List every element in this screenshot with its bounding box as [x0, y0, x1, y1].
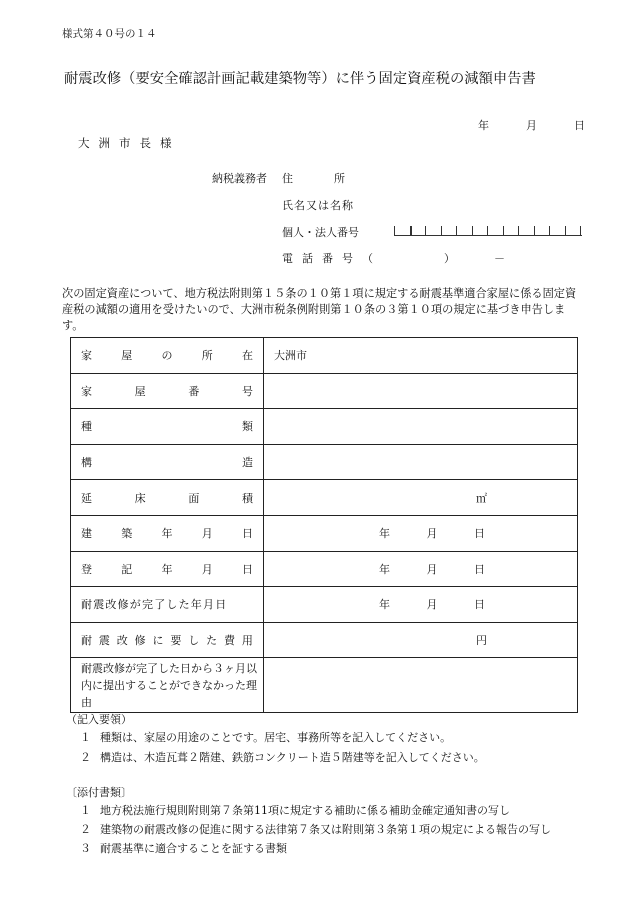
location-value[interactable]: 大洲市: [264, 338, 578, 374]
label-char: 日: [242, 527, 253, 541]
house-number-label: [71, 373, 264, 409]
number-box-divider: [456, 226, 457, 235]
table-row: [71, 480, 578, 516]
date-line: [478, 117, 585, 133]
taxpayer-phone-label: 電話番号（: [282, 252, 382, 265]
label-char: 床: [134, 491, 146, 505]
number-box-divider: [503, 226, 504, 235]
registration-date-label: [71, 551, 264, 587]
label-char: 積: [241, 491, 253, 505]
label-char: 用: [241, 634, 253, 648]
table-row: [71, 444, 578, 480]
table-row: [71, 658, 578, 713]
note-item-1: １ 種類は、家屋の用途のことです。居宅、事務所等を記入してください。: [80, 731, 452, 744]
number-box-divider: [472, 226, 473, 235]
table-row: [71, 338, 578, 374]
taxpayer-number-label: 個人・法人番号: [282, 226, 359, 239]
taxpayer-address-label: 住 所: [282, 172, 347, 185]
number-box-divider: [549, 226, 550, 235]
yen-unit: 円: [476, 634, 487, 648]
label-char: 登: [81, 562, 92, 576]
attachments-header: 〔添付書類〕: [66, 786, 132, 799]
built-date-value[interactable]: 年 月 日: [264, 515, 578, 551]
label-char: 修: [134, 634, 146, 648]
taxpayer-label: 納税義務者: [212, 172, 267, 185]
area-unit: ㎡: [476, 491, 487, 505]
completion-date-label: 耐震改修が完了した年月日: [71, 587, 264, 623]
label-char: た: [206, 634, 218, 648]
label-char: し: [188, 634, 200, 648]
date-month: 月: [526, 119, 537, 132]
label-char: 号: [241, 384, 253, 398]
attachment-item-3: ３ 耐震基準に適合することを証する書類: [80, 842, 287, 855]
location-label: [71, 338, 264, 374]
number-box-divider: [425, 226, 426, 235]
label-char: 築: [121, 527, 133, 541]
number-box-divider: [518, 226, 519, 235]
label-char: 家: [81, 349, 92, 363]
label-char: 面: [188, 491, 200, 505]
table-row: [71, 373, 578, 409]
table-row: [71, 409, 578, 445]
structure-value[interactable]: [264, 444, 578, 480]
notes-header: （記入要領）: [66, 713, 132, 726]
built-date-label: [71, 515, 264, 551]
label-char: 日: [242, 562, 253, 576]
label-char: 在: [242, 349, 253, 363]
label-char: 種: [81, 420, 92, 434]
table-row: [71, 587, 578, 623]
label-char: の: [161, 349, 173, 363]
table-row: [71, 622, 578, 658]
cost-label: [71, 622, 264, 658]
label-char: 耐: [81, 634, 92, 648]
label-char: 要: [170, 634, 182, 648]
label-char: 月: [201, 527, 213, 541]
late-reason-value[interactable]: [264, 658, 578, 713]
type-value[interactable]: [264, 409, 578, 445]
late-reason-label: 耐震改修が完了した日から３ヶ月以内に提出することができなかった理由: [71, 658, 264, 713]
addressee: 大洲市長様: [78, 136, 181, 150]
phone-close-paren: ）: [444, 252, 455, 265]
label-char: 屋: [121, 349, 133, 363]
label-char: 類: [242, 420, 253, 434]
number-box-divider: [580, 226, 581, 235]
cost-value[interactable]: [264, 622, 578, 658]
note-item-2: ２ 構造は、木造瓦葺２階建、鉄筋コンクリート造５階建等を記入してください。: [80, 751, 485, 764]
label-char: 延: [81, 491, 92, 505]
label-char: 月: [201, 562, 213, 576]
table-row: [71, 515, 578, 551]
attachments-section: [66, 785, 586, 857]
label-char: 番: [188, 384, 200, 398]
label-char: 年: [161, 527, 173, 541]
number-box-divider: [410, 226, 412, 235]
label-char: 造: [242, 456, 253, 470]
number-box-divider: [534, 226, 535, 235]
label-char: 費: [224, 634, 235, 648]
structure-label: [71, 444, 264, 480]
number-entry-boxes[interactable]: [394, 226, 582, 236]
floor-area-value[interactable]: [264, 480, 578, 516]
label-char: 年: [161, 562, 173, 576]
phone-dash: －: [494, 252, 505, 265]
label-char: 家: [81, 384, 92, 398]
label-char: 建: [81, 527, 92, 541]
date-year: 年: [478, 119, 489, 132]
floor-area-label: [71, 480, 264, 516]
house-number-value[interactable]: [264, 373, 578, 409]
form-number: 様式第４０号の１４: [62, 28, 157, 40]
label-char: 改: [116, 634, 128, 648]
attachment-item-1: １ 地方税法施行規則附則第７条第11項に規定する補助に係る補助金確定通知書の写し: [80, 804, 510, 817]
completion-date-value[interactable]: 年 月 日: [264, 587, 578, 623]
label-char: 構: [81, 456, 92, 470]
label-char: 所: [201, 349, 213, 363]
date-day: 日: [574, 119, 585, 132]
label-char: 記: [121, 562, 133, 576]
taxpayer-name-label: 氏名又は名称: [282, 199, 354, 212]
table-row: [71, 551, 578, 587]
label-char: に: [152, 634, 164, 648]
document-title: 耐震改修（要安全確認計画記載建築物等）に伴う固定資産税の減額申告書: [64, 71, 536, 87]
number-box-divider: [487, 226, 488, 235]
intro-paragraph: 次の固定資産について、地方税法附則第１５条の１０第１項に規定する耐震基準適合家屋に係る固定資産税の減額の適用を受けたいので、大洲市税条例附則第１０条の３第１０項の規定に基づき申告します。: [62, 287, 577, 332]
type-label: [71, 409, 264, 445]
attachment-item-2: ２ 建築物の耐震改修の促進に関する法律第７条又は附則第３条第１項の規定による報告の写し: [80, 823, 551, 836]
registration-date-value[interactable]: 年 月 日: [264, 551, 578, 587]
label-char: 屋: [134, 384, 146, 398]
number-box-divider: [394, 226, 395, 235]
label-char: 震: [98, 634, 110, 648]
property-table: [70, 337, 578, 713]
number-box-divider: [565, 226, 566, 235]
number-box-divider: [441, 226, 442, 235]
notes-section: [66, 712, 485, 766]
